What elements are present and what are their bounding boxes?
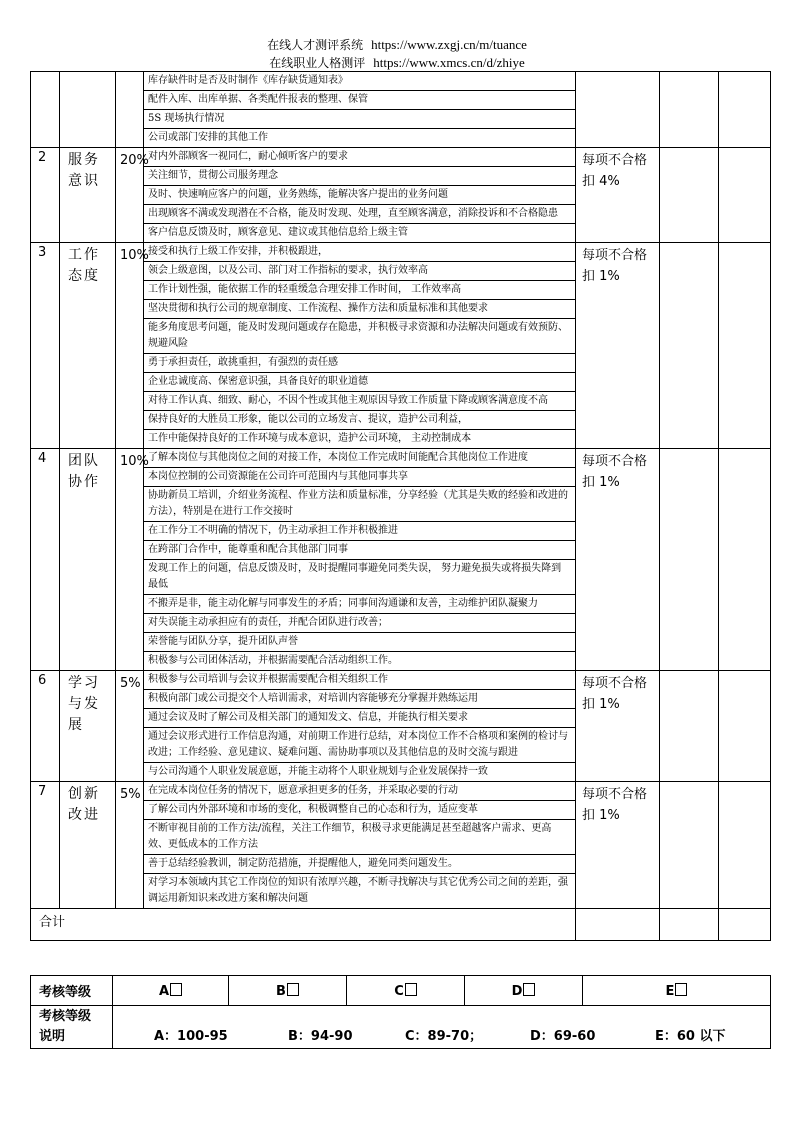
- criteria-item: 关注细节，贯彻公司服务理念: [144, 167, 575, 186]
- manager-score-cell[interactable]: [719, 782, 771, 909]
- header-line-1: [0, 37, 794, 53]
- criteria-item: 与公司沟通个人职业发展意愿，并能主动将个人职业规划与企业发展保持一致: [148, 766, 488, 777]
- criteria-item: 5S 现场执行情况: [144, 110, 575, 129]
- item-name: 创新改进: [60, 782, 116, 909]
- manager-score-cell[interactable]: [719, 148, 771, 243]
- criteria-item: 通过会议及时了解公司及相关部门的通知发文、信息，并能执行相关要求: [144, 709, 575, 728]
- item-number: 3: [31, 243, 60, 449]
- table-row: [31, 72, 771, 148]
- criteria-item: 客户信息反馈及时，顾客意见、建议或其他信息给上级主管: [148, 227, 408, 238]
- self-score-cell[interactable]: [660, 243, 719, 449]
- item-weight: 10%: [116, 449, 144, 671]
- criteria-list: [144, 72, 576, 148]
- criteria-item: 出现顾客不满或发现潜在不合格，能及时发现、处理，直至顾客满意，消除投诉和不合格隐患: [144, 205, 575, 224]
- criteria-item: 勇于承担责任，敢挑重担，有强烈的责任感: [144, 354, 575, 373]
- criteria-item: 配件入库、出库单据、各类配件报表的整理、保管: [144, 91, 575, 110]
- criteria-item: 积极向部门或公司提交个人培训需求，对培训内容能够充分掌握并熟练运用: [144, 690, 575, 709]
- checkbox-e[interactable]: [675, 983, 687, 996]
- criteria-item: 通过会议形式进行工作信息沟通，对前期工作进行总结，对本岗位工作不合格项和案例的检讨与改进；工作经验、意见建议、疑难问题、需协助事项以及其他信息的及时交流与跟进: [144, 728, 575, 763]
- total-row: [31, 909, 771, 941]
- item-weight: 5%: [116, 782, 144, 909]
- criteria-item: 了解公司内外部环境和市场的变化，积极调整自己的心态和行为，适应变革: [144, 801, 575, 820]
- no-cell: [31, 72, 60, 148]
- criteria-item: 领会上级意图，以及公司、部门对工作指标的要求，执行效率高: [144, 262, 575, 281]
- item-number: 7: [31, 782, 60, 909]
- criteria-item: 对待工作认真、细致、耐心，不因个性或其他主观原因导致工作质量下降或顾客满意度不高: [144, 392, 575, 411]
- item-number: 6: [31, 671, 60, 782]
- self-score-cell[interactable]: [660, 782, 719, 909]
- grade-option-d[interactable]: D: [465, 976, 583, 1006]
- grade-label: 考核等级: [31, 976, 113, 1006]
- evaluation-table: [30, 71, 771, 941]
- grade-option-e[interactable]: E: [583, 976, 771, 1006]
- criteria-item: 能多角度思考问题，能及时发现问题或存在隐患，并积极寻求资源和办法解决问题或有效预防、规避风险: [144, 319, 575, 354]
- item-weight: 5%: [116, 671, 144, 782]
- item-name: 学习与发展: [60, 671, 116, 782]
- criteria-item: 本岗位控制的公司资源能在公司许可范围内与其他同事共享: [144, 468, 575, 487]
- grade-option-b[interactable]: B: [229, 976, 347, 1006]
- criteria-item: 对学习本领域内其它工作岗位的知识有浓厚兴趣，不断寻找解决与其它优秀公司之间的差距，强调运用新知识来改进方案和解决问题: [148, 877, 568, 904]
- manager-score-cell[interactable]: [719, 449, 771, 671]
- grade-option-c[interactable]: C: [347, 976, 465, 1006]
- checkbox-a[interactable]: [170, 983, 182, 996]
- table-row: [31, 449, 771, 671]
- self-score-cell[interactable]: [660, 72, 719, 148]
- header-url-1[interactable]: https://www.zxgj.cn/m/tuance: [371, 37, 527, 52]
- header-title-1: 在线人才测评系统: [267, 38, 364, 52]
- grade-desc-label: 考核等级 说明: [31, 1006, 113, 1049]
- total-self-score[interactable]: [660, 909, 719, 941]
- criteria-item: 企业忠诚度高、保密意识强，具备良好的职业道德: [144, 373, 575, 392]
- criteria-list: [144, 243, 576, 449]
- item-standard: 每项不合格扣 1%: [576, 449, 660, 671]
- item-name: 团队协作: [60, 449, 116, 671]
- item-number: 4: [31, 449, 60, 671]
- criteria-item: 了解本岗位与其他岗位之间的对接工作，本岗位工作完成时间能配合其他岗位工作进度: [144, 449, 575, 468]
- table-row: [31, 782, 771, 909]
- item-standard: 每项不合格扣 4%: [576, 148, 660, 243]
- header-title-2: 在线职业人格测评: [269, 56, 366, 70]
- criteria-item: 工作计划性强，能依据工作的轻重缓急合理安排工作时间， 工作效率高: [144, 281, 575, 300]
- item-name: 工作态度: [60, 243, 116, 449]
- criteria-item: 保持良好的大胜员工形象，能以公司的立场发言、提议，造护公司利益，: [144, 411, 575, 430]
- table-row: [31, 148, 771, 243]
- grade-table: [30, 975, 771, 1049]
- criteria-item: 不断审视目前的工作方法/流程，关注工作细节，积极寻求更能满足甚至超越客户需求、更高效、更低成本的工作方法: [144, 820, 575, 855]
- criteria-list: [144, 671, 576, 782]
- criteria-item: 不搬弄是非，能主动化解与同事发生的矛盾；同事间沟通谦和友善，主动维护团队凝聚力: [144, 595, 575, 614]
- item-standard: 每项不合格扣 1%: [576, 671, 660, 782]
- weight-cell: [116, 72, 144, 148]
- standard-cell: [576, 72, 660, 148]
- grade-option-a[interactable]: A: [113, 976, 229, 1006]
- checkbox-d[interactable]: [523, 983, 535, 996]
- table-row: [31, 671, 771, 782]
- criteria-list: [144, 148, 576, 243]
- self-score-cell[interactable]: [660, 449, 719, 671]
- criteria-item: 荣誉能与团队分享，提升团队声誉: [144, 633, 575, 652]
- manager-score-cell[interactable]: [719, 243, 771, 449]
- total-manager-score[interactable]: [719, 909, 771, 941]
- criteria-item: 对失误能主动承担应有的责任，并配合团队进行改善；: [144, 614, 575, 633]
- total-standard: [576, 909, 660, 941]
- item-standard: 每项不合格扣 1%: [576, 782, 660, 909]
- criteria-item: 善于总结经验教训，制定防范措施，并提醒他人，避免同类问题发生。: [144, 855, 575, 874]
- header-line-2: [0, 55, 794, 71]
- item-number: 2: [31, 148, 60, 243]
- self-score-cell[interactable]: [660, 671, 719, 782]
- item-weight: 20%: [116, 148, 144, 243]
- grade-ranges: [113, 1006, 771, 1049]
- criteria-item: 库存缺件时是否及时制作《库存缺货通知表》: [144, 72, 575, 91]
- header-url-2[interactable]: https://www.xmcs.cn/d/zhiye: [373, 55, 525, 70]
- range-a: A：100-95: [154, 1028, 228, 1044]
- self-score-cell[interactable]: [660, 148, 719, 243]
- total-label: 合计: [31, 909, 576, 941]
- criteria-item: 在完成本岗位任务的情况下，愿意承担更多的任务，并采取必要的行动: [144, 782, 575, 801]
- item-name: 服务意识: [60, 148, 116, 243]
- criteria-item: 接受和执行上级工作安排，并积极跟进，: [144, 243, 575, 262]
- criteria-item: 对内外部顾客一视同仁，耐心倾听客户的要求: [144, 148, 575, 167]
- manager-score-cell[interactable]: [719, 671, 771, 782]
- checkbox-b[interactable]: [287, 983, 299, 996]
- criteria-item: 公司或部门安排的其他工作: [148, 132, 268, 143]
- item-standard: 每项不合格扣 1%: [576, 243, 660, 449]
- criteria-item: 发现工作上的问题，信息反馈及时，及时提醒同事避免同类失误， 努力避免损失或将损失降到最低: [144, 560, 575, 595]
- criteria-item: 在工作分工不明确的情况下，仍主动承担工作并积极推进: [144, 522, 575, 541]
- criteria-list: [144, 782, 576, 909]
- criteria-item: 积极参与公司培训与会议并根据需要配合相关组织工作: [144, 671, 575, 690]
- criteria-item: 坚决贯彻和执行公司的规章制度、工作流程、操作方法和质量标准和其他要求: [144, 300, 575, 319]
- criteria-item: 及时、快速响应客户的问题，业务熟练，能解决客户提出的业务问题: [144, 186, 575, 205]
- range-c: C：89-70；: [405, 1028, 483, 1044]
- manager-score-cell[interactable]: [719, 72, 771, 148]
- item-weight: 10%: [116, 243, 144, 449]
- range-b: B：94-90: [288, 1028, 353, 1044]
- checkbox-c[interactable]: [405, 983, 417, 996]
- criteria-item: 积极参与公司团体活动，并根据需要配合活动组织工作。: [148, 655, 398, 666]
- range-e: E：60 以下: [655, 1028, 726, 1044]
- criteria-item: 在跨部门合作中，能尊重和配合其他部门同事: [144, 541, 575, 560]
- range-d: D：69-60: [530, 1028, 596, 1044]
- criteria-item: 协助新员工培训，介绍业务流程、作业方法和质量标准，分享经验（尤其是失败的经验和改进的方法），特别是在进行工作交接时: [144, 487, 575, 522]
- item-cell: [60, 72, 116, 148]
- criteria-item: 工作中能保持良好的工作环境与成本意识，造护公司环境， 主动控制成本: [148, 433, 472, 444]
- criteria-list: [144, 449, 576, 671]
- table-row: [31, 243, 771, 449]
